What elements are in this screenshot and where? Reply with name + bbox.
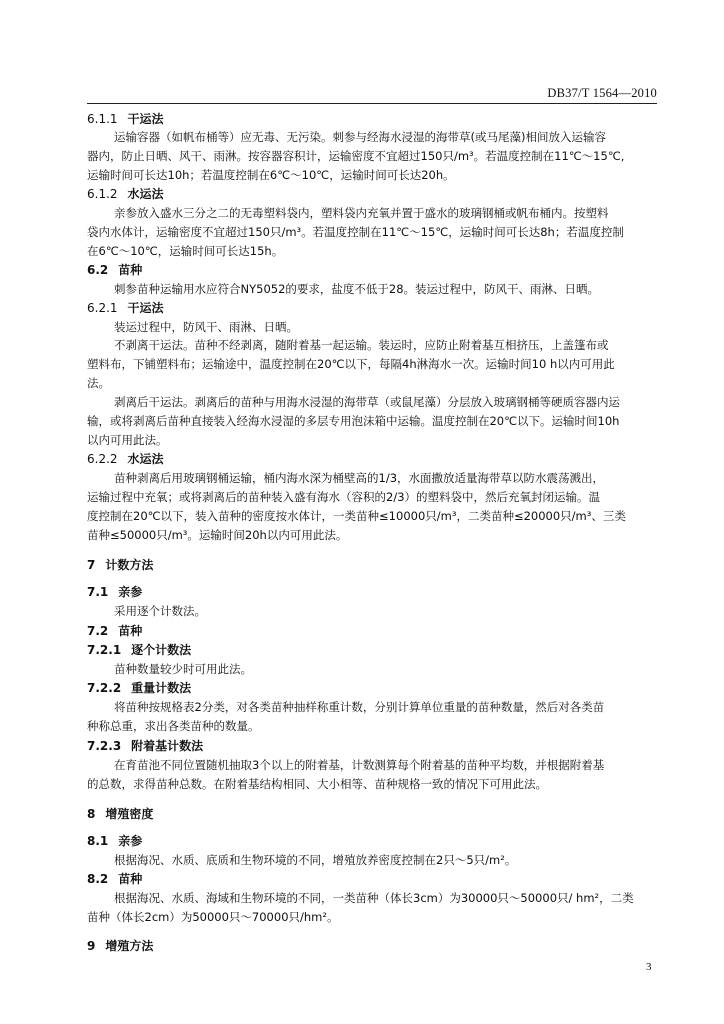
text-line: 在育苗池不同位置随机抽取3个以上的附着基，计数测算每个附着基的苗种平均数，并根据附着基 <box>114 758 605 772</box>
heading-7: 7 计数方法 <box>87 558 154 572</box>
text-line: 采用逐个计数法。 <box>114 604 206 618</box>
header-rule <box>87 103 657 104</box>
text-line: 根据海况、水质、底质和生物环境的不同，增殖放养密度控制在2只～5只/m²。 <box>114 853 517 867</box>
text-line: 苗种≤50000只/m³。运输时间20h以内可用此法。 <box>87 528 348 542</box>
text-line: 苗种数量较少时可用此法。 <box>114 662 252 676</box>
heading-6-1-1: 6.1.1 干运法 <box>87 112 164 126</box>
heading-6-2-1: 6.2.1 干运法 <box>87 301 164 315</box>
text-line: 袋内水体计，运输密度不宜超过150只/m³。若温度控制在11℃～15℃，运输时间可长达8h；若温度控制 <box>87 225 624 239</box>
text-line: 以内可用此法。 <box>87 433 168 447</box>
text-line: 运输时间可长达10h；若温度控制在6℃～10℃，运输时间可长达20h。 <box>87 168 455 182</box>
heading-7-1: 7.1 亲参 <box>87 585 143 599</box>
heading-7-2-1: 7.2.1 逐个计数法 <box>87 643 192 657</box>
text-line: 种称总重，求出各类苗种的数量。 <box>87 719 260 733</box>
text-line: 装运过程中，防风干、雨淋、日晒。 <box>114 320 298 334</box>
text-line: 剥离后干运法。剥离后的苗种与用海水浸湿的海带草（或鼠尾藻）分层放入玻璃钢桶等硬质容器内运 <box>114 395 620 409</box>
heading-8-2: 8.2 苗种 <box>87 872 143 886</box>
text-line: 将苗种按规格表2分类，对各类苗种抽样称重计数，分别计算单位重量的苗种数量，然后对各类苗 <box>114 700 605 714</box>
heading-7-2-3: 7.2.3 附着基计数法 <box>87 739 204 753</box>
text-line: 塑料布，下铺塑料布；运输途中，温度控制在20℃以下，每隔4h淋海水一次。运输时间10 h以内可用此 <box>87 357 615 371</box>
heading-6-1-2: 6.1.2 水运法 <box>87 187 164 201</box>
text-line: 运输容器（如帆布桶等）应无毒、无污染。刺参与经海水浸湿的海带草(或马尾藻)相间放入运输容 <box>114 130 606 144</box>
text-line: 输，或将剥离后苗种直接装入经海水浸湿的多层专用泡沫箱中运输。温度控制在20℃以下。运输时间10h <box>87 414 620 428</box>
text-line: 的总数，求得苗种总数。在附着基结构相同、大小相等、苗种规格一致的情况下可用此法。 <box>87 777 547 791</box>
heading-8-1: 8.1 亲参 <box>87 834 143 848</box>
page-number: 3 <box>646 961 652 973</box>
heading-6-2: 6.2 苗种 <box>87 263 143 277</box>
text-line: 苗种（体长2cm）为50000只～70000只/hm²。 <box>87 910 339 924</box>
heading-7-2-2: 7.2.2 重量计数法 <box>87 681 192 695</box>
text-line: 亲参放入盛水三分之二的无毒塑料袋内，塑料袋内充氧并置于盛水的玻璃钢桶或帆布桶内。按塑料 <box>114 206 609 220</box>
text-line: 刺参苗种运输用水应符合NY5052的要求，盐度不低于28。装运过程中，防风干、雨淋、日晒。 <box>114 282 600 296</box>
text-line: 法。 <box>87 376 110 390</box>
text-line: 不剥离干运法。苗种不经剥离，随附着基一起运输。装运时，应防止附着基互相挤压，上盖篷布或 <box>114 338 609 352</box>
text-line: 器内，防止日晒、风干、雨淋。按容器容积计，运输密度不宜超过150只/m³。若温度控制在11℃～15℃, <box>87 149 625 163</box>
text-line: 度控制在20℃以下，装入苗种的密度按水体计，一类苗种≤10000只/m³，二类苗种≤20000只/m³、三类 <box>87 509 626 523</box>
text-line: 苗种剥离后用玻璃钢桶运输，桶内海水深为桶壁高的1/3，水面撒放适量海带草以防水震荡溅出， <box>114 471 605 485</box>
standard-code: DB37/T 1564—2010 <box>547 86 657 100</box>
heading-7-2: 7.2 苗种 <box>87 624 143 638</box>
text-line: 根据海况、水质、海域和生物环境的不同，一类苗种（体长3cm）为30000只～50000只/ hm²，二类 <box>114 891 634 905</box>
text-line: 运输过程中充氧；或将剥离后的苗种装入盛有海水（容积的2/3）的塑料袋中，然后充氧封闭运输。温 <box>87 490 601 504</box>
heading-9: 9 增殖方法 <box>87 939 154 953</box>
heading-6-2-2: 6.2.2 水运法 <box>87 452 164 466</box>
heading-8: 8 增殖密度 <box>87 807 154 821</box>
text-line: 在6℃～10℃，运输时间可长达15h。 <box>87 244 284 258</box>
